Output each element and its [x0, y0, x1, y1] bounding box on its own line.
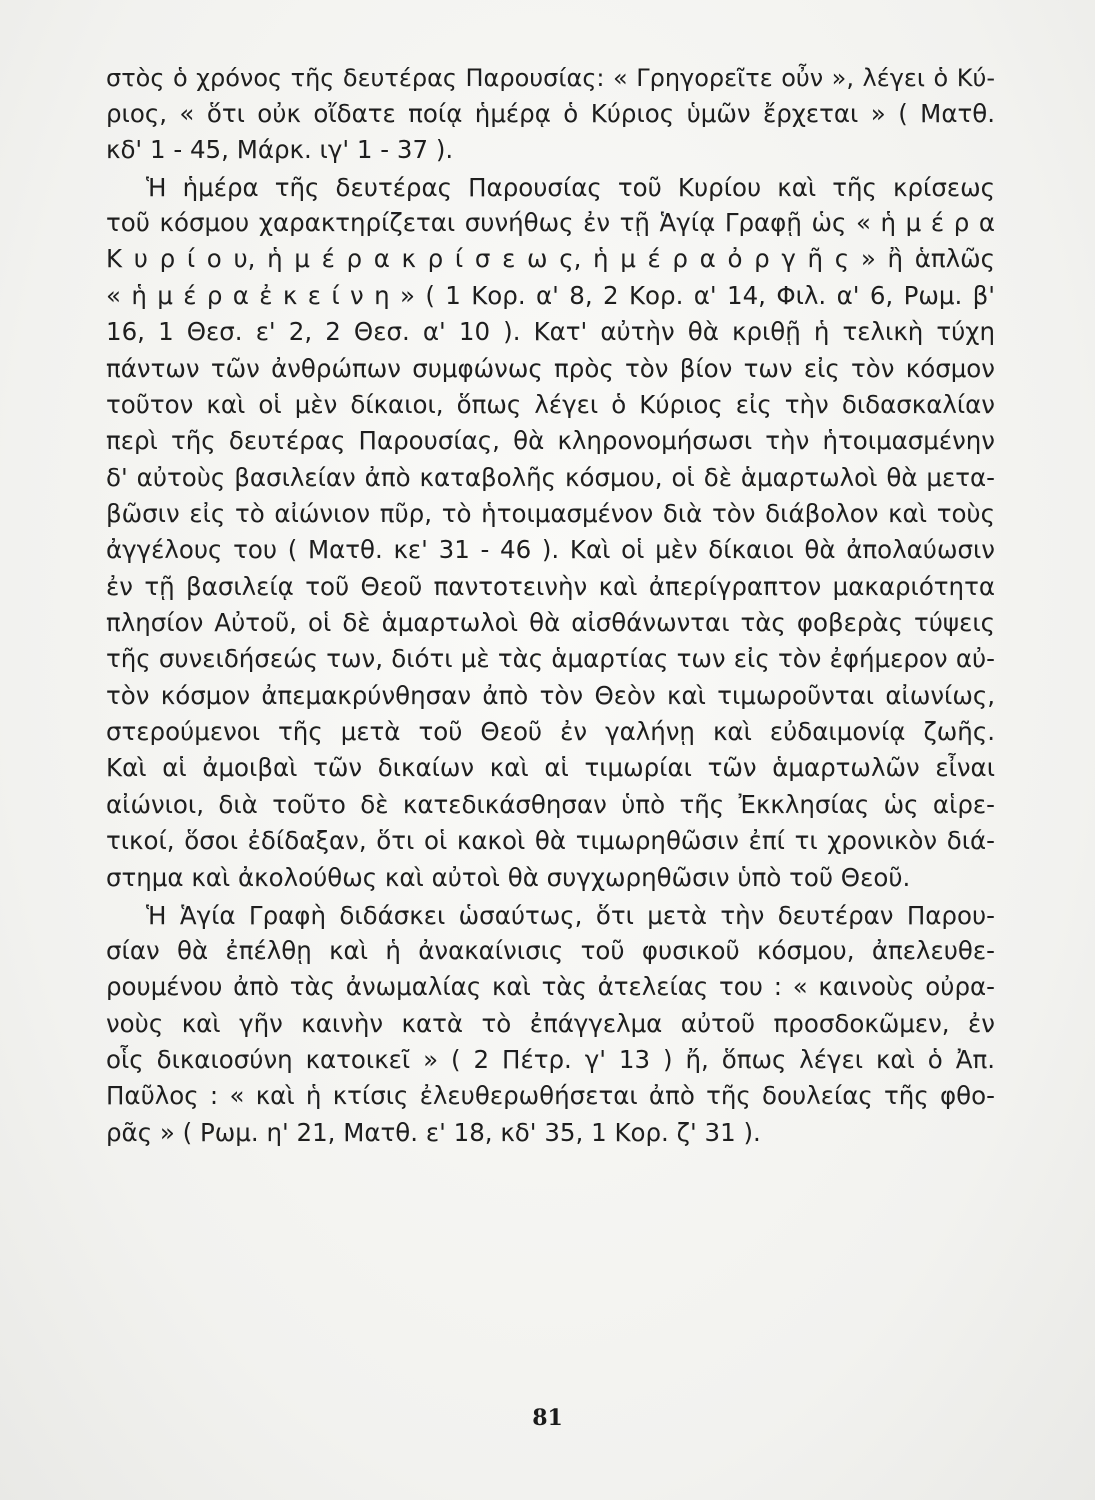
text-line: νοὺς καὶ γῆν καινὴν κατὰ τὸ ἐπάγγελμα αὐτοῦ προσδοκῶμεν, ἐν	[106, 1009, 995, 1038]
text-line: στερούμενοι τῆς μετὰ τοῦ Θεοῦ ἐν γαλήνῃ καὶ εὐδαιμονίᾳ ζωῆς.	[106, 717, 995, 746]
text-line: πλησίον Αὐτοῦ, οἱ δὲ ἁμαρτωλοὶ θὰ αἰσθάνωνται τὰς φοβερὰς τύψεις	[106, 608, 995, 637]
text-line: Κ υ ρ ί ο υ, ἡ μ έ ρ α κ ρ ί σ ε ω ς, ἡ μ έ ρ α ὀ ρ γ ῆ ς » ἢ ἁπλῶς	[106, 244, 995, 273]
page-number: 81	[532, 1405, 563, 1431]
text-line: σίαν θὰ ἐπέλθῃ καὶ ἡ ἀνακαίνισις τοῦ φυσικοῦ κόσμου, ἀπελευθε-	[106, 936, 995, 965]
text-line: πάντων τῶν ἀνθρώπων συμφώνως πρὸς τὸν βίον των εἰς τὸν κόσμον	[106, 354, 995, 383]
text-line: ρουμένου ἀπὸ τὰς ἀνωμαλίας καὶ τὰς ἀτελείας του : « καινοὺς οὐρα-	[106, 972, 995, 1001]
text-line: στὸς ὁ χρόνος τῆς δευτέρας Παρουσίας: « Γρηγορεῖτε οὖν », λέγει ὁ Κύ-	[106, 64, 995, 92]
text-line: βῶσιν εἰς τὸ αἰώνιον πῦρ, τὸ ἡτοιμασμένον διὰ τὸν διάβολον καὶ τοὺς	[106, 499, 995, 528]
text-line: οἷς δικαιοσύνη κατοικεῖ » ( 2 Πέτρ. γ' 13 ) ἤ, ὅπως λέγει καὶ ὁ Ἀπ.	[106, 1045, 995, 1074]
text-line: δ' αὐτοὺς βασιλείαν ἀπὸ καταβολῆς κόσμου, οἱ δὲ ἁμαρτωλοὶ θὰ μετα-	[106, 463, 995, 492]
text-line: κδ' 1 - 45, Μάρκ. ιγ' 1 - 37 ).	[106, 135, 454, 164]
text-line: τοῦ κόσμου χαρακτηρίζεται συνήθως ἐν τῇ Ἁγίᾳ Γραφῇ ὡς « ἡ μ έ ρ α	[106, 208, 995, 237]
text-line: ριος, « ὅτι οὐκ οἴδατε ποίᾳ ἡμέρᾳ ὁ Κύριος ὑμῶν ἔρχεται » ( Ματθ.	[106, 99, 995, 128]
text-line: τῆς συνειδήσεώς των, διότι μὲ τὰς ἁμαρτίας των εἰς τὸν ἐφήμερον αὐ-	[106, 644, 995, 673]
text-line: αἰώνιοι, διὰ τοῦτο δὲ κατεδικάσθησαν ὑπὸ τῆς Ἐκκλησίας ὡς αἱρε-	[106, 790, 995, 819]
paragraph-start-line: Ἡ ἡμέρα τῆς δευτέρας Παρουσίας τοῦ Κυρίου καὶ τῆς κρίσεως	[146, 173, 995, 202]
text-line: τικοί, ὅσοι ἐδίδαξαν, ὅτι οἱ κακοὶ θὰ τιμωρηθῶσιν ἐπί τι χρονικὸν διά-	[106, 826, 995, 855]
paragraph-start-line: Ἡ Ἁγία Γραφὴ διδάσκει ὡσαύτως, ὅτι μετὰ τὴν δευτέραν Παρου-	[146, 901, 995, 930]
text-line: ἐν τῇ βασιλείᾳ τοῦ Θεοῦ παντοτεινὴν καὶ ἀπερίγραπτον μακαριότητα	[106, 572, 995, 601]
text-line: τὸν κόσμον ἀπεμακρύνθησαν ἀπὸ τὸν Θεὸν καὶ τιμωροῦνται αἰωνίως,	[106, 681, 995, 710]
text-line: ρᾶς » ( Ρωμ. η' 21, Ματθ. ε' 18, κδ' 35, 1 Κορ. ζ' 31 ).	[106, 1118, 761, 1147]
text-line: ἀγγέλους του ( Ματθ. κε' 31 - 46 ). Καὶ οἱ μὲν δίκαιοι θὰ ἀπολαύωσιν	[106, 535, 995, 564]
text-line: Παῦλος : « καὶ ἡ κτίσις ἐλευθερωθήσεται ἀπὸ τῆς δουλείας τῆς φθο-	[106, 1081, 995, 1110]
text-line: 16, 1 Θεσ. ε' 2, 2 Θεσ. α' 10 ). Κατ' αὐτὴν θὰ κριθῇ ἡ τελικὴ τύχη	[106, 317, 995, 346]
text-line: Καὶ αἱ ἀμοιβαὶ τῶν δικαίων καὶ αἱ τιμωρίαι τῶν ἁμαρτωλῶν εἶναι	[106, 753, 995, 782]
text-line: τοῦτον καὶ οἱ μὲν δίκαιοι, ὅπως λέγει ὁ Κύριος εἰς τὴν διδασκαλίαν	[106, 390, 995, 419]
text-line: στημα καὶ ἀκολούθως καὶ αὐτοὶ θὰ συγχωρηθῶσιν ὑπὸ τοῦ Θεοῦ.	[106, 863, 911, 892]
text-line: « ἡ μ έ ρ α ἐ κ ε ί ν η » ( 1 Κορ. α' 8, 2 Κορ. α' 14, Φιλ. α' 6, Ρωμ. β'	[106, 281, 995, 310]
text-line: περὶ τῆς δευτέρας Παρουσίας, θὰ κληρονομήσωσι τὴν ἡτοιμασμένην	[106, 426, 995, 455]
